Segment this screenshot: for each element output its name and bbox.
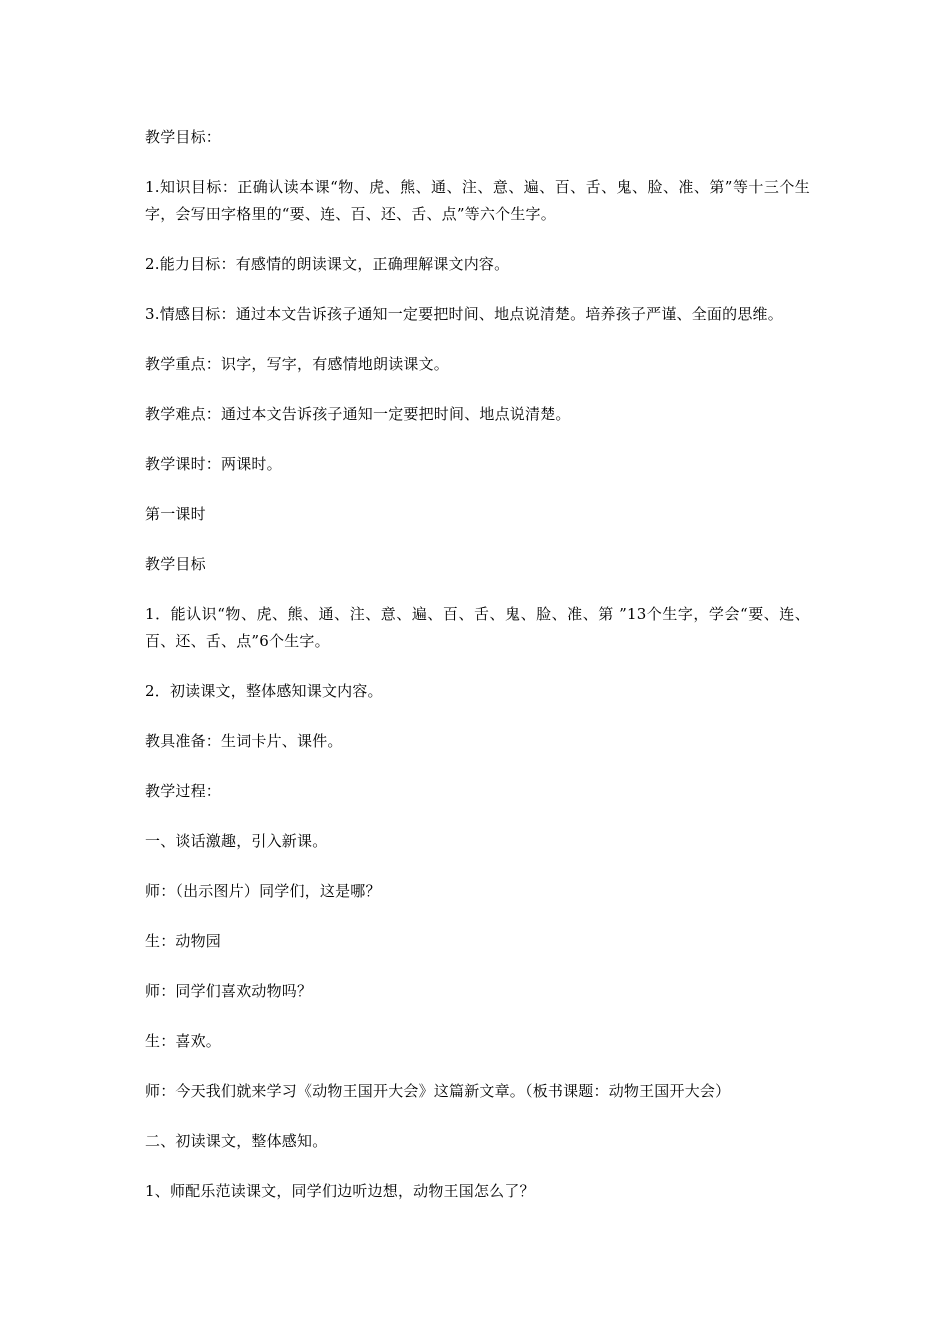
paragraph-difficulties: 教学难点：通过本文告诉孩子通知一定要把时间、地点说清楚。 <box>145 405 571 423</box>
paragraph-teaching-aids: 教具准备：生词卡片、课件。 <box>145 732 343 750</box>
paragraph-emotion-goal: 3.情感目标：通过本文告诉孩子通知一定要把时间、地点说清楚。培养孩子严谨、全面的思维。 <box>145 305 783 323</box>
heading-first-lesson: 第一课时 <box>145 505 206 523</box>
paragraph-dialogue-5: 师：今天我们就来学习《动物王国开大会》这篇新文章。（板书课题：动物王国开大会） <box>145 1082 731 1100</box>
paragraph-step-2: 二、初读课文，整体感知。 <box>145 1132 328 1150</box>
paragraph-dialogue-1: 师：（出示图片）同学们，这是哪？ <box>145 882 381 900</box>
document-body <box>145 124 810 1228</box>
paragraph-lesson-goal-1: 1．能认识“物、虎、熊、通、注、意、遍、百、舌、鬼、脸、准、第 ”13个生字，学会“要、连、百、还、舌、点”6个生字。 <box>145 605 810 650</box>
heading-lesson-goals: 教学目标 <box>145 555 206 573</box>
paragraph-dialogue-2: 生：动物园 <box>145 932 222 950</box>
paragraph-lesson-goal-2: 2．初读课文，整体感知课文内容。 <box>145 682 383 700</box>
paragraph-dialogue-3: 师：同学们喜欢动物吗？ <box>145 982 313 1000</box>
heading-teaching-process: 教学过程： <box>145 782 222 800</box>
paragraph-dialogue-4: 生：喜欢。 <box>145 1032 222 1050</box>
paragraph-step-2-1: 1、师配乐范读课文，同学们边听边想，动物王国怎么了？ <box>145 1182 535 1200</box>
paragraph-key-points: 教学重点：识字，写字，有感情地朗读课文。 <box>145 355 450 373</box>
paragraph-class-hours: 教学课时：两课时。 <box>145 455 282 473</box>
heading-teaching-goals: 教学目标： <box>145 128 222 146</box>
paragraph-step-1: 一、谈话激趣，引入新课。 <box>145 832 328 850</box>
paragraph-knowledge-goal: 1.知识目标：正确认读本课“物、虎、熊、通、注、意、遍、百、舌、鬼、脸、准、第”等十三个生字，会写田字格里的“要、连、百、还、舌、点”等六个生字。 <box>145 178 810 223</box>
paragraph-ability-goal: 2.能力目标：有感情的朗读课文，正确理解课文内容。 <box>145 255 510 273</box>
